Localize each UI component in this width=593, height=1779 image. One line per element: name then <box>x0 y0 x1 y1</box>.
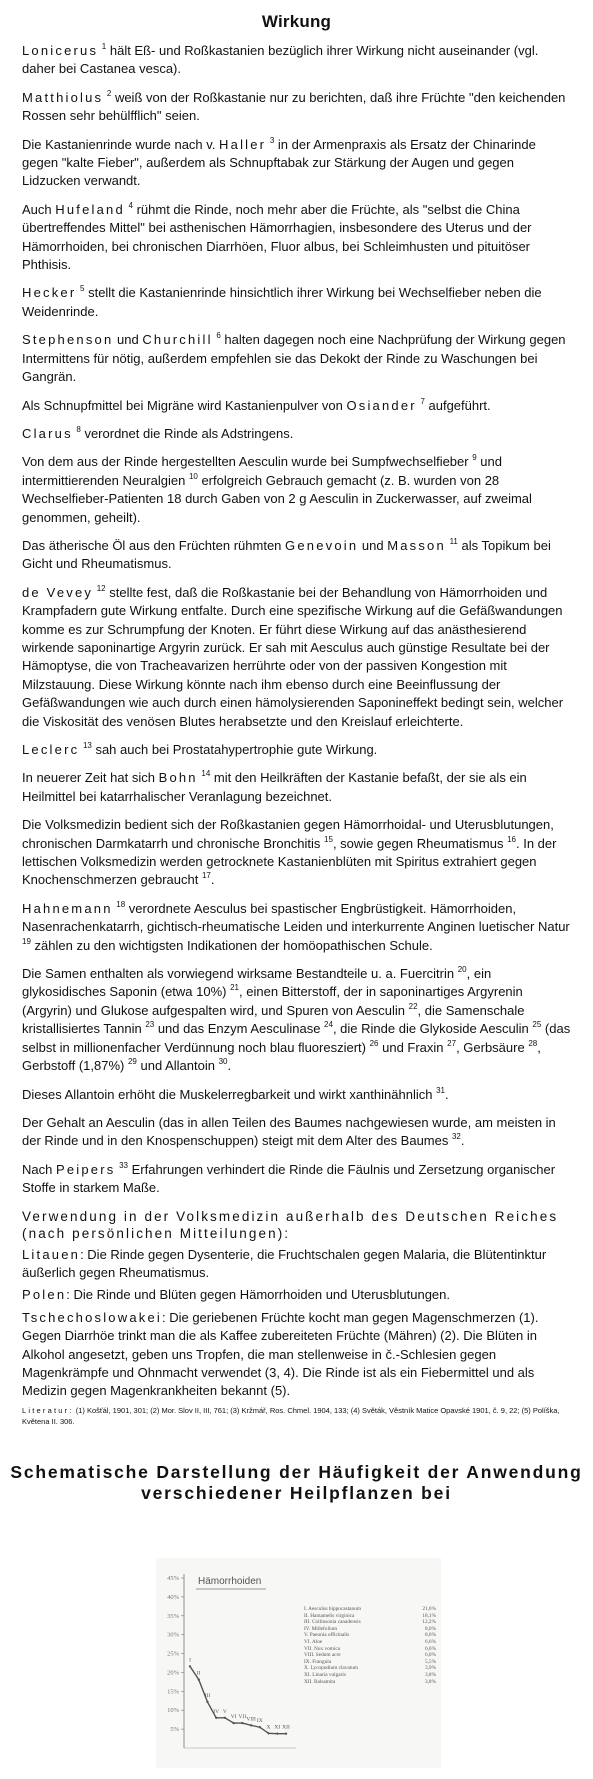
text-run: und <box>358 537 388 553</box>
footnote-ref: 32 <box>451 1132 461 1142</box>
y-tick-label: 10% <box>167 1707 179 1715</box>
data-point <box>224 1717 226 1719</box>
text-run: und Fraxin <box>378 1039 448 1055</box>
frequency-chart <box>156 1558 441 1768</box>
text-run: als Topikum bei Gicht und Rheumatismus. <box>22 537 551 572</box>
data-point <box>189 1665 191 1667</box>
text-run: Als Schnupfmittel bei Migräne wird Kastanienpulver von <box>22 397 347 413</box>
author-name: Leclerc <box>22 742 80 757</box>
data-point <box>285 1732 287 1734</box>
paragraph <box>22 136 574 191</box>
footnote-ref: 33 <box>119 1160 128 1170</box>
text-run: hält Eß- und Roßkastanien bezüglich ihrer Wirkung nicht auseinander (vgl. daher bei Castanea vesca). <box>22 43 539 77</box>
data-point <box>259 1726 261 1728</box>
footnote-ref: 8 <box>76 424 81 434</box>
text-run: und <box>113 332 143 348</box>
text-run: , einen Bitterstoff, der in saponinartiges Argyrenin (Argyrin) und Glukose aufgespalten wird, und Spuren von Aesculin <box>22 984 523 1018</box>
document-body <box>22 42 574 1431</box>
data-point <box>198 1678 200 1680</box>
chart-legend <box>304 1606 436 1685</box>
data-point <box>267 1732 269 1734</box>
legend-row <box>304 1646 436 1653</box>
y-tick-label: 25% <box>167 1650 179 1658</box>
footnote-ref: 25 <box>532 1020 542 1030</box>
paragraph <box>22 965 574 1075</box>
text-run: , sowie gegen Rheumatismus <box>332 835 508 851</box>
paragraph <box>22 453 574 527</box>
text-run: Auch <box>22 201 56 217</box>
folk-medicine-section <box>22 1208 574 1427</box>
paragraph <box>22 1161 574 1198</box>
paragraph <box>22 1086 574 1104</box>
text-run: weiß von der Roßkastanie nur zu berichten, daß ihre Früchte "den keichenden Rossen sehr behülfflich" seien. <box>22 89 566 124</box>
footnote-ref: 1 <box>101 42 107 51</box>
footnote-ref: 14 <box>201 769 211 779</box>
text-run: , Gerbsäure <box>456 1039 529 1055</box>
point-label: I <box>189 1657 191 1664</box>
legend-percent: 12,2% <box>422 1619 436 1626</box>
legend-percent: 6,0% <box>424 1652 436 1659</box>
text-run: Nach <box>22 1161 56 1177</box>
footnote-ref: 15 <box>324 834 333 844</box>
legend-number: IV. <box>304 1625 311 1632</box>
footnote-ref: 22 <box>408 1001 418 1011</box>
author-name: Churchill <box>142 332 213 348</box>
text-run: . In der lettischen Volksmedizin werden getrocknete Kastanienblüten mit Spiritus extrahiert gegen Knochenschmerzen gebraucht <box>22 835 557 888</box>
footnote-ref: 3 <box>269 135 275 145</box>
legend-label <box>304 1606 414 1613</box>
legend-row <box>304 1679 436 1686</box>
legend-number: IX. <box>304 1658 311 1665</box>
legend-number: XI. <box>304 1671 311 1678</box>
literature-text: (1) Košťál, 1901, 301; (2) Mor. Slov II, III, 761; (3) Kržmář, Ros. Chmel. 1904, 133; (4) Světák, Věstník Matice Opavské 1901, č. 9, 22; (5) Políška, Květena II. 306. <box>22 1405 560 1426</box>
legend-label <box>304 1665 414 1672</box>
author-name: Hecker <box>22 285 77 301</box>
footnote-ref: 11 <box>449 536 458 546</box>
legend-row <box>304 1619 436 1626</box>
paragraph <box>22 284 574 321</box>
paragraph <box>22 741 574 759</box>
footnote-ref: 13 <box>82 741 92 750</box>
author-name: Haller <box>219 136 267 152</box>
text-run: Erfahrungen verhindert die Rinde die Fäulnis und Zersetzung organischer Stoffe in starkem Maße. <box>22 1161 556 1196</box>
text-run: Der Gehalt an Aesculin (das in allen Teilen des Baumes nachgewiesen wurde, am meisten in der Rinde und in den Knospenschuppen) steigt mit dem Alter des Baumes <box>22 1114 556 1149</box>
legend-row <box>304 1659 436 1666</box>
y-tick-label: 30% <box>167 1631 179 1639</box>
data-point <box>276 1732 278 1734</box>
footnote-ref: 31 <box>436 1085 445 1095</box>
legend-number: X. <box>304 1665 310 1672</box>
text-run: . <box>444 1086 449 1102</box>
data-point <box>206 1701 208 1703</box>
legend-percent: 6,6% <box>424 1638 436 1645</box>
paragraph-list <box>22 42 574 1198</box>
legend-label <box>304 1652 414 1659</box>
legend-plant: Paeonia officinalis <box>309 1632 350 1639</box>
text-run: in der Armenpraxis als Ersatz der Chinarinde gegen "kalte Fieber", außerdem als Schnupftabak zur Stärkung der Augen und gegen Lidzucken verwandt. <box>22 136 536 189</box>
legend-row <box>304 1665 436 1672</box>
folk-medicine-text: : Die Rinde gegen Dysenterie, die Fruchtschalen gegen Malaria, die Blütentinktur äußerlich gegen Rheumatismus. <box>22 1246 547 1280</box>
folk-medicine-text: : Die geriebenen Früchte kocht man gegen Magenschmerzen (1). Gegen Diarrhöe trinkt man die als Kaffee zubereiteten Früchte (Mähren) (2). Die Blüten in Alkohol angesetzt, geben uns Tropfen, die man stellenweise in č.-Schlesien gegen Magenkrämpfe und Ohnmacht verwendet (3, 4). Die Rinde ist als ein Fiebermittel und als Medizin gegen Magenkrankheiten bekannt (5). <box>22 1309 539 1399</box>
text-run: sah auch bei Prostatahypertrophie gute Wirkung. <box>91 742 378 757</box>
legend-number: VIII. <box>304 1652 315 1659</box>
y-tick-label: 5% <box>170 1726 179 1734</box>
legend-plant: Sedum acre <box>315 1652 341 1659</box>
legend-row <box>304 1652 436 1659</box>
paragraph <box>22 201 574 275</box>
footnote-ref: 10 <box>188 471 198 481</box>
text-run: erfolgreich Gebrauch gemacht (z. B. wurden von 28 Wechselfieber-Patienten 18 durch Gaben von 2 g Aesculin in Zuckerwasser, auf zweimal genommen, geheilt). <box>22 472 532 525</box>
point-label: V <box>222 1708 227 1715</box>
author-name: Masson <box>387 537 446 553</box>
paragraph <box>22 816 574 890</box>
footnote-ref: 23 <box>145 1020 155 1030</box>
paragraph <box>22 900 574 955</box>
legend-percent: 8,0% <box>424 1632 436 1639</box>
chart-heading: Schematische Darstellung der Häufigkeit der Anwendung verschiedener Heilpflanzen bei <box>10 1462 583 1503</box>
point-label: II <box>196 1670 201 1677</box>
footnote-ref: 29 <box>127 1057 137 1067</box>
footnote-ref: 5 <box>80 284 85 294</box>
text-run: , die Rinde die Glykoside Aesculin <box>332 1021 533 1037</box>
footnote-ref: 27 <box>447 1038 457 1048</box>
point-label: VII <box>238 1714 247 1721</box>
y-tick-label: 20% <box>167 1669 179 1677</box>
legend-label <box>304 1659 414 1666</box>
footnote-ref: 16 <box>507 834 516 844</box>
author-name: Hufeland <box>55 201 125 217</box>
text-run: . <box>210 872 215 888</box>
folk-medicine-item <box>22 1286 574 1304</box>
author-name: Osiander <box>346 397 417 413</box>
point-label: XII <box>282 1724 290 1731</box>
author-name: Matthiolus <box>22 89 104 105</box>
paragraph <box>22 769 574 806</box>
section-title: Wirkung <box>261 12 332 31</box>
footnote-ref: 18 <box>116 899 126 909</box>
legend-label <box>304 1639 414 1646</box>
footnote-ref: 26 <box>369 1038 379 1048</box>
data-point <box>250 1724 252 1726</box>
data-point <box>232 1722 234 1724</box>
paragraph <box>22 89 574 126</box>
text-run: Von dem aus der Rinde hergestellten Aesculin wurde bei Sumpfwechselfieber <box>22 454 473 470</box>
author-name: Stephenson <box>22 332 114 348</box>
text-run: verordnet die Rinde als Adstringens. <box>80 425 294 441</box>
y-tick-label: 40% <box>167 1593 179 1601</box>
legend-row <box>304 1606 436 1613</box>
text-run: . <box>227 1058 232 1074</box>
text-run: , Gerbstoff (1,87%) <box>22 1039 541 1074</box>
legend-label <box>304 1613 414 1620</box>
footnote-ref: 2 <box>106 88 112 98</box>
author-name: Hahnemann <box>22 900 113 916</box>
paragraph <box>22 425 574 443</box>
point-label: VIII <box>246 1716 256 1723</box>
legend-number: XII. <box>304 1678 313 1685</box>
chart-title: Hämorrhoiden <box>198 1576 262 1587</box>
data-point <box>215 1717 217 1719</box>
legend-percent: 3,8% <box>424 1678 436 1685</box>
footnote-ref: 21 <box>230 983 240 993</box>
footnote-ref: 4 <box>128 200 133 210</box>
legend-number: VII. <box>304 1645 313 1652</box>
country-name: Polen <box>22 1287 67 1303</box>
series-line <box>190 1666 286 1733</box>
legend-plant: Linaria vulgaris <box>312 1671 346 1678</box>
text-run: Die Samen enthalten als vorwiegend wirksame Bestandteile u. a. Fuercitrin <box>22 966 458 982</box>
legend-label <box>304 1632 414 1639</box>
footnote-ref: 17 <box>201 871 211 881</box>
folk-medicine-heading: Verwendung in der Volksmedizin außerhalb des Deutschen Reiches (nach persönlichen Mitteilungen): <box>22 1208 559 1241</box>
author-name: de Vevey <box>22 584 94 600</box>
author-name: Lonicerus <box>22 43 99 58</box>
footnote-ref: 6 <box>216 331 221 341</box>
data-point <box>241 1722 243 1724</box>
y-tick-label: 15% <box>167 1688 179 1696</box>
legend-number: I. <box>304 1606 308 1612</box>
text-run: . <box>460 1133 465 1149</box>
legend-plant: Millefolium <box>311 1625 338 1632</box>
legend-number: III. <box>304 1619 311 1626</box>
text-run: rühmt die Rinde, noch mehr aber die Früchte, als "selbst die China übertreffendes Mittel" bei asthenischen Hämorrhagien, insbesondere des Uterus und der Hämorrhoiden, bei chronischen Diarrhöen, Fluor albus, bei Schleimhusten und pituitöser Phthisis. <box>22 201 532 273</box>
author-name: Clarus <box>22 425 73 441</box>
paragraph <box>22 537 574 574</box>
legend-number: V. <box>304 1632 309 1639</box>
footnote-ref: 24 <box>324 1020 333 1030</box>
text-run: stellte fest, daß die Roßkastanie bei der Behandlung von Hämorrhoiden und Krampfadern gute Wirkung entfalte. Durch eine spezifische Wirkung auf die Gefäßwandungen komme es zur Schrumpfung der Knoten. Er führt diese Wirkung auf das anästhesierend wirkende saponinartige Argyrin zurück. Er sah mit Aesculus auch günstige Resultate bei der Hämoptyse, die von Tracheavarizen herrührte oder von der passiven Kongestion mit Milzstauung. Diese Wirkung könnte nach ihm ebenso durch eine Beeinflussung der Gefäßwandungen wie auch durch einen hämolysierenden Saponineffekt bedingt sein, welcher die Viskosität des venösen Blutes herabsetzte und den Kreislauf erleichterte. <box>22 584 564 729</box>
footnote-ref: 28 <box>528 1038 538 1048</box>
paragraph <box>22 331 574 386</box>
legend-plant: Aloe <box>311 1638 323 1645</box>
legend-label <box>304 1672 414 1679</box>
text-run: Die Volksmedizin bedient sich der Roßkastanien gegen Hämorrhoidal- und Uterusblutungen, chronischen Darmkatarrh und chronische Bronchitis <box>22 817 554 851</box>
text-run: , ein glykosidisches Saponin (etwa 10%) <box>22 966 492 1000</box>
point-label: IX <box>256 1718 263 1725</box>
text-run: , die Samenschale kristallisiertes Tannin <box>22 1002 525 1037</box>
footnote-ref: 30 <box>218 1057 228 1067</box>
text-run: aufgeführt. <box>424 397 491 413</box>
text-run: Das ätherische Öl aus den Früchten rühmten <box>22 537 286 553</box>
legend-percent: 6,6% <box>424 1645 436 1652</box>
footnote-ref: 7 <box>420 396 425 406</box>
legend-number: II. <box>304 1612 309 1619</box>
point-label: IV <box>213 1708 220 1715</box>
legend-plant: Collinsonia canadensis <box>311 1619 361 1626</box>
legend-label <box>304 1646 414 1653</box>
legend-plant: Nux vomica <box>314 1645 341 1652</box>
author-name: Bohn <box>158 770 198 786</box>
legend-percent: 18,1% <box>422 1612 436 1619</box>
folk-medicine-item <box>22 1246 574 1283</box>
text-run: zählen zu den wichtigsten Indikationen der homöopathischen Schule. <box>30 937 433 953</box>
footnote-ref: 12 <box>96 583 106 593</box>
folk-medicine-item <box>22 1309 574 1401</box>
folk-medicine-list <box>22 1246 574 1401</box>
text-run: halten dagegen noch eine Nachprüfung der Wirkung gegen Intermittens für nötig, außerdem empfehlen sie das Dekokt der Rinde zu Waschungen bei Gangrän. <box>22 332 566 385</box>
country-name: Litauen <box>22 1246 81 1262</box>
text-run: stellt die Kastanienrinde hinsichtlich ihrer Wirkung bei Wechselfieber neben die Weidenrinde. <box>22 285 542 319</box>
author-name: Genevoin <box>285 537 359 553</box>
text-run: Die Kastanienrinde wurde nach v. <box>22 136 220 152</box>
paragraph <box>22 397 574 415</box>
paragraph <box>22 584 574 731</box>
legend-plant: Balsamita <box>314 1678 336 1685</box>
point-label: III <box>204 1692 211 1699</box>
paragraph <box>22 1114 574 1151</box>
literature-label: Literatur: <box>22 1405 74 1415</box>
legend-percent: 21,6% <box>422 1606 436 1612</box>
legend-row <box>304 1639 436 1646</box>
text-run: und das Enzym Aesculinase <box>154 1021 325 1037</box>
y-tick-label: 35% <box>167 1612 179 1620</box>
text-run: (das selbst in millionenfacher Verdünnung noch blau fluoresziert) <box>22 1021 571 1055</box>
legend-plant: Lycopodium clavatum <box>310 1665 358 1672</box>
legend-row <box>304 1613 436 1620</box>
legend-number: VI. <box>304 1638 311 1645</box>
text-run: und intermittierenden Neuralgien <box>22 454 502 488</box>
text-run: mit den Heilkräften der Kastanie befaßt, der sie als ein Heilmittel bei katarrhalischer Veranlagung bezeichnet. <box>22 770 527 804</box>
legend-percent: 8,0% <box>424 1625 436 1632</box>
legend-label <box>304 1679 414 1686</box>
footnote-ref: 9 <box>472 453 477 463</box>
text-run: Dieses Allantoin erhöht die Muskelerregbarkeit und wirkt xanthinähnlich <box>22 1086 437 1102</box>
point-label: XI <box>274 1724 281 1731</box>
point-label: X <box>266 1724 271 1731</box>
legend-row <box>304 1672 436 1679</box>
text-run: und Allantoin <box>136 1058 219 1074</box>
legend-plant: Aesculus hippocastanum <box>308 1606 361 1612</box>
legend-percent: 3,8% <box>424 1671 436 1678</box>
paragraph <box>22 42 574 79</box>
legend-plant: Hamamelis virginica <box>310 1612 355 1619</box>
literature-note <box>22 1405 574 1427</box>
folk-medicine-text: : Die Rinde und Blüten gegen Hämorrhoiden und Uterusblutungen. <box>66 1287 451 1303</box>
text-run: In neuerer Zeit hat sich <box>22 770 159 786</box>
text-run: verordnete Aesculus bei spastischer Engbrüstigkeit. Hämorrhoiden, Nasenrachenkatarrh, gichtisch-rheumatische Leiden und interkurrente Anginen luetischer Natur <box>22 900 570 935</box>
footnote-ref: 19 <box>22 936 31 946</box>
country-name: Tschechoslowakei <box>22 1309 162 1325</box>
footnote-ref: 20 <box>457 965 467 975</box>
point-label: VI <box>230 1714 237 1721</box>
legend-plant: Frangula <box>312 1658 332 1665</box>
legend-percent: 5,5% <box>424 1658 436 1665</box>
author-name: Peipers <box>55 1161 116 1177</box>
y-tick-label: 45% <box>167 1575 179 1582</box>
legend-percent: 3,9% <box>424 1665 436 1672</box>
legend-label <box>304 1619 414 1626</box>
legend-row <box>304 1632 436 1639</box>
